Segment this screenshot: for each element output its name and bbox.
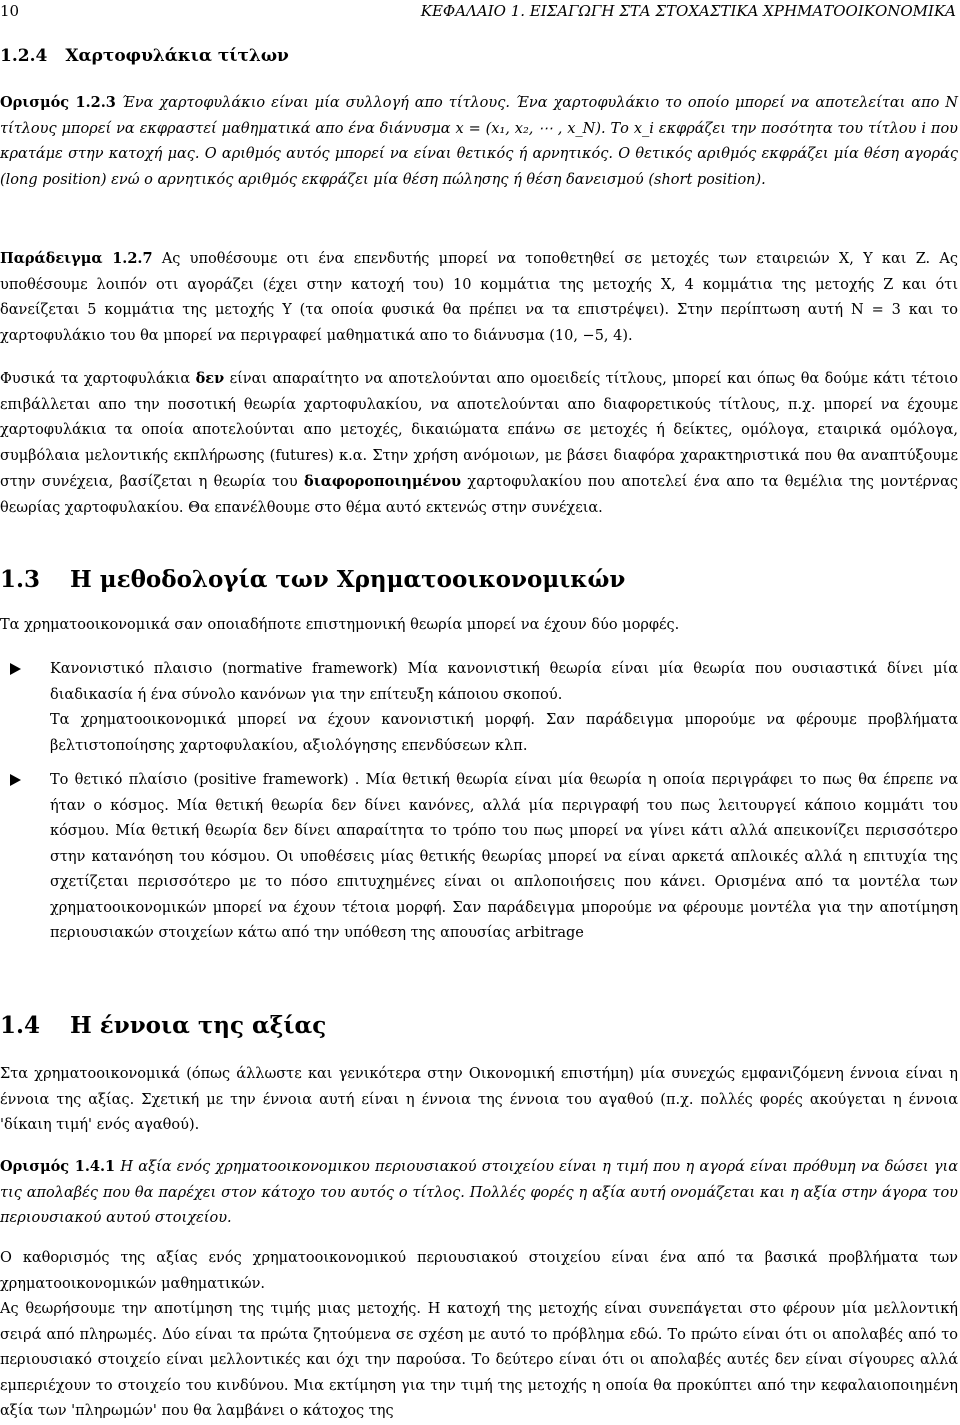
bullet-text: Κανονιστικό πλαισιο (normative framework) Μία κανονιστική θεωρία είναι μία θεωρία που ουσιαστικά δίνει μία διαδικασία ή ένα σύνολο κανόνων για την επίτευξη κάποιου σκοπού. (50, 661, 958, 703)
section-title: Η έννοια της αξίας (70, 1012, 327, 1039)
paragraph-valuation-problem: Ο καθορισμός της αξίας ενός χρηματοοικονομικού περιουσιακού στοιχείου είναι ένα από τα βασικά προβλήματα των χρηματοοικονομικών μαθηματικών. (0, 1250, 958, 1292)
example-block (0, 246, 958, 349)
bullet-arrow-icon (10, 774, 21, 786)
emphasis-den: δεν (195, 370, 225, 387)
running-header (0, 2, 958, 24)
definition-value (0, 1154, 958, 1232)
emphasis-diversified: διαφοροποιημένου (304, 473, 462, 490)
definition-text: Ένα χαρτοφυλάκιο είναι μία συλλογή απο τίτλους. Ένα χαρτοφυλάκιο το οποίο μπορεί να αποτελείται απο N τίτλους μπορεί να εκφραστεί μαθηματικά απο ένα διάνυσμα x = (x₁, x₂, ⋯ , x_N). Το x_i εκφράζει την ποσότητα του τίτλου i που κρατάμε στην κατοχή μας. Ο αριθμός αυτός μπορεί να είναι θετικός ή αρνητικός. Ο θετικός αριθμός εκφράζει μία θέση αγοράς (long position) ενώ ο αρνητικός αριθμός εκφράζει μία θέση πώλησης ή θέση δανεισμού (short position). (0, 95, 958, 188)
bullet-text: Τα χρηματοοικονομικά μπορεί να έχουν κανονιστική μορφή. Σαν παράδειγμα μπορούμε να φέρουμε προβλήματα βελτιστοποίησης χαρτοφυλακίου, αξιολόγησης επενδύσεων κλπ. (50, 712, 958, 754)
paragraph-value: Στα χρηματοοικονομικά (όπως άλλωστε και γενικότερα στην Οικονομική επιστήμη) μία συνεχώς εμφανιζόμενη έννοια είναι η έννοια της αξίας. Σχετική με την έννοια αυτή είναι η έννοια της έννοια του αγαθού (π.χ. πολλές φορές ακούγεται η έννοια 'δίκαιη τιμή' ενός αγαθού). (0, 1066, 958, 1133)
section-heading-1-4 (0, 1012, 326, 1039)
definition-label: Ορισμός 1.2.3 (0, 94, 116, 111)
example-label: Παράδειγμα 1.2.7 (0, 250, 153, 267)
subsection-number: 1.2.4 (0, 46, 48, 66)
section-number: 1.3 (0, 566, 41, 593)
definition-portfolio (0, 90, 958, 193)
definition-text: Η αξία ενός χρηματοοικονομικου περιουσιακού στοιχείου είναι η τιμή που η αγορά είναι πρόθυμη να δώσει για τις απολαβές που θα παρέχει στον κάτοχο του αυτός ο τίτλος. Πολλές φορές η αξία αυτή ονομάζεται και η αξία στην άγορα του περιουσιακού αυτού στοιχείου. (0, 1159, 959, 1226)
paragraph-share-valuation: Ας θεωρήσουμε την αποτίμηση της τιμής μιας μετοχής. Η κατοχή της μετοχής είναι συνεπάγεται στο φέρουν μία μελλοντική σειρά από πληρωμές. Δύο είναι τα πρώτα ζητούμενα σε σχέση με αυτό το πρόβλημα εδώ. Το πρώτο είναι ότι οι απολαβές από το περιουσιακό στοιχείο είναι μελλοντικές και όχι την παρούσα. Το δεύτερο είναι ότι οι απολαβές αυτές δεν είναι σίγουρες αλλά εμπεριέχουν το στοιχείο του κινδύνου. Μια εκτίμηση για την τιμή της μετοχής η οποία θα προκύπτει από την κεφαλαιοποιημένη αξία των 'πληρωμών' που θα λαμβάνει ο κάτοχος της (0, 1301, 958, 1419)
bullet-text: Το θετικό πλαίσιο (positive framework) . Μία θετική θεωρία είναι μία θεωρία η οποία περιγράφει το πως θα έπρεπε να ήταν ο κόσμος. Μία θετική θεωρία δεν δίνει κανόνες, αλλά μία περιγραφή του πως λειτουργεί κάποιο κομμάτι του κόσμου. Μία θετική θεωρία δεν δίνει απαραίτητα το τρόπο του πως μπορεί να γίνει κάτι αλλά απεικονίζει περισσότερο στην κατανόηση του κόσμου. Οι υποθέσεις μίας θετικής θεωρίας μπορεί να είναι αρκετά απλοικές αλλά η επιτυχία της σχετίζεται περισσότερο με το πόσο επιτυχημένες είναι οι απλοποιήσεις που κάνει. Ορισμένα από τα μοντέλα των χρηματοοικονομικών μπορεί να έχουν τέτοια μορφή. Σαν παράδειγμα μπορούμε να φέρουμε μοντέλα για την αποτίμηση περιουσιακών στοιχείων κάτω από την υπόθεση της απουσίας arbitrage (50, 772, 958, 941)
page-number: 10 (0, 2, 20, 20)
section-title: Η μεθοδολογία των Χρηματοοικονομικών (70, 566, 626, 593)
definition-label: Ορισμός 1.4.1 (0, 1158, 116, 1175)
chapter-title: ΚΕΦΑΛΑΙΟ 1. ΕΙΣΑΓΩΓΗ ΣΤΑ ΣΤΟΧΑΣΤΙΚΑ ΧΡΗΜΑΤΟΟΙΚΟΝΟΜΙΚΑ (420, 2, 956, 20)
bullet-positive (10, 768, 958, 947)
section-heading-1-3 (0, 566, 625, 593)
section-number: 1.4 (0, 1012, 41, 1039)
paragraph-two-forms: Τα χρηματοοικονομικά σαν οποιαδήποτε επιστημονική θεωρία μπορεί να έχουν δύο μορφές. (0, 617, 680, 633)
bullet-normative (10, 657, 958, 759)
example-text: Ας υποθέσουμε οτι ένα επενδυτής μπορεί να τοποθετηθεί σε μετοχές των εταιρειών X, Y και Z. Ας υποθέσουμε λοιπόν οτι αγοράζει (έχει στην κατοχή του) 10 κομμάτια της μετοχής X, 4 κομμάτια της μετοχής Z και ότι δανείζεται 5 κομμάτια της μετοχής Y (τα οποία φυσικά θα πρέπει να τα επιστρέψει). Στην περίπτωση αυτή N = 3 και το χαρτοφυλάκιο του θα μπορεί να περιγραφεί μαθηματικά απο το διάνυσμα (10, −5, 4). (0, 251, 959, 344)
paragraph-diversification: Φυσικά τα χαρτοφυλάκια δεν είναι απαραίτητο να αποτελούνται απο ομοειδείς τίτλους, μπορεί και όπως θα δούμε κάτι τέτοιο επιβάλλεται απο την ποσοτική θεωρία χαρτοφυλακίου, να αποτελούνται απο διαφορετικούς τίτλους, π.χ. μπορεί να έχουμε χαρτοφυλάκια τα οποία αποτελούνται απο μετοχές, δικαιώματα επάνω σε μετοχές ή δείκτες, ομόλογα, εταιρικά ομόλογα, συμβόλαια μελοντικής εκπλήρωσης (futures) κ.α. Στην χρήση ανόμοιων, με βάσει διαφόρα χαρακτηριστικά που θα αναπτύξουμε στην συνέχεια, βασίζεται η θεωρία του διαφοροποιημένου χαρτοφυλακίου που αποτελεί ένα απο τα θεμέλια της μοντέρνας θεωρίας χαρτοφυλακίου. Θα επανέλθουμε στο θέμα αυτό εκτενώς στην συνέχεια. (0, 370, 958, 516)
subsection-heading (0, 46, 289, 66)
subsection-title: Χαρτοφυλάκια τίτλων (65, 46, 289, 66)
bullet-arrow-icon (10, 663, 21, 675)
